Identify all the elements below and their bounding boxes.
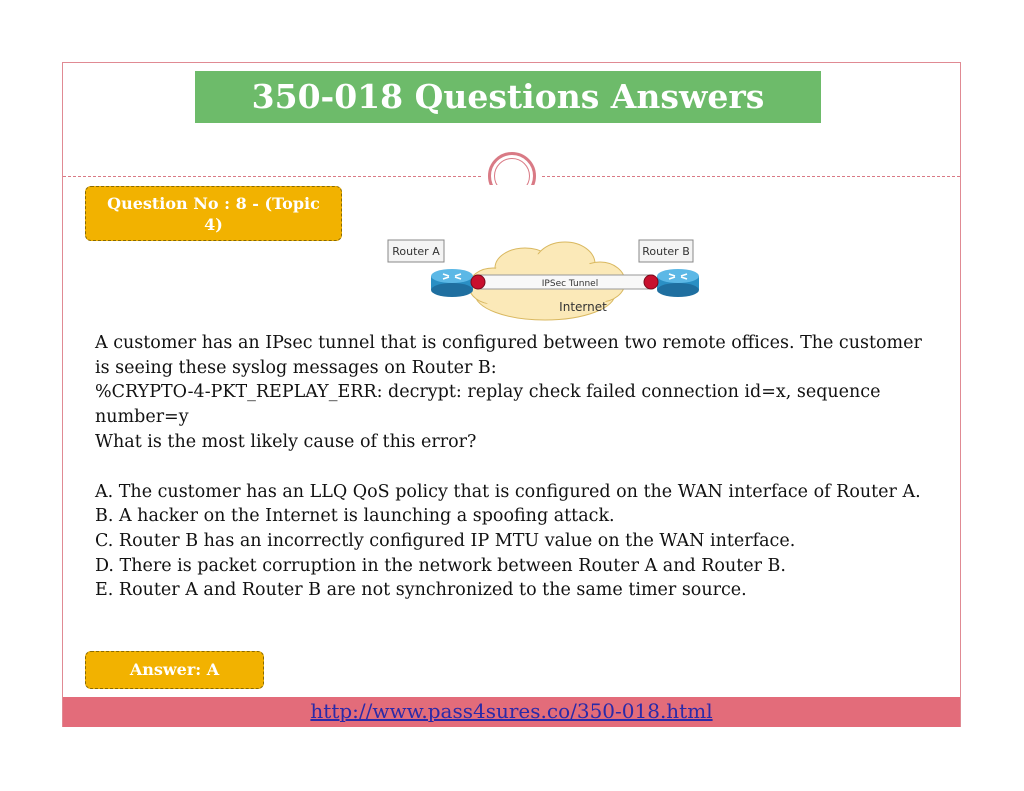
router-b-endpoint-icon: [644, 275, 658, 289]
page-title: 350-018 Questions Answers: [195, 71, 821, 123]
question-stem-line: A customer has an IPsec tunnel that is configured between two remote offices. The customer is seeing these syslog messages on Router B:: [95, 333, 922, 378]
router-a-endpoint-icon: [471, 275, 485, 289]
answer-option-b: B. A hacker on the Internet is launching a spoofing attack.: [95, 506, 615, 527]
answer-option-a: A. The customer has an LLQ QoS policy that is configured on the WAN interface of Router A.: [95, 481, 921, 502]
router-a-label: Router A: [392, 245, 440, 258]
answer-option-e: E. Router A and Router B are not synchronized to the same timer source.: [95, 580, 747, 601]
divider-left: [63, 176, 481, 177]
ring-mask: [484, 185, 540, 205]
answer-option-d: D. There is packet corruption in the network between Router A and Router B.: [95, 555, 786, 576]
ipsec-tunnel-label: IPSec Tunnel: [541, 279, 599, 289]
router-b-label: Router B: [642, 245, 690, 258]
answer-badge: Answer: A: [85, 651, 264, 689]
internet-label: Internet: [559, 300, 607, 314]
question-stem-line: %CRYPTO-4-PKT_REPLAY_ERR: decrypt: replay check failed connection id=x, sequence number=y: [95, 382, 881, 428]
question-number-badge: Question No : 8 - (Topic 4): [85, 186, 342, 241]
question-stem-line: What is the most likely cause of this error?: [95, 431, 477, 452]
footer-link[interactable]: http://www.pass4sures.co/350-018.html: [310, 699, 713, 723]
spacer: [95, 455, 930, 480]
question-body: [95, 331, 930, 603]
answer-option-c: C. Router B has an incorrectly configured IP MTU value on the WAN interface.: [95, 530, 796, 551]
router-b-icon: [657, 269, 699, 297]
divider-right: [542, 176, 960, 177]
router-a-icon: [431, 269, 473, 297]
ipsec-tunnel-diagram: [385, 232, 705, 328]
footer-bar: [63, 697, 960, 727]
